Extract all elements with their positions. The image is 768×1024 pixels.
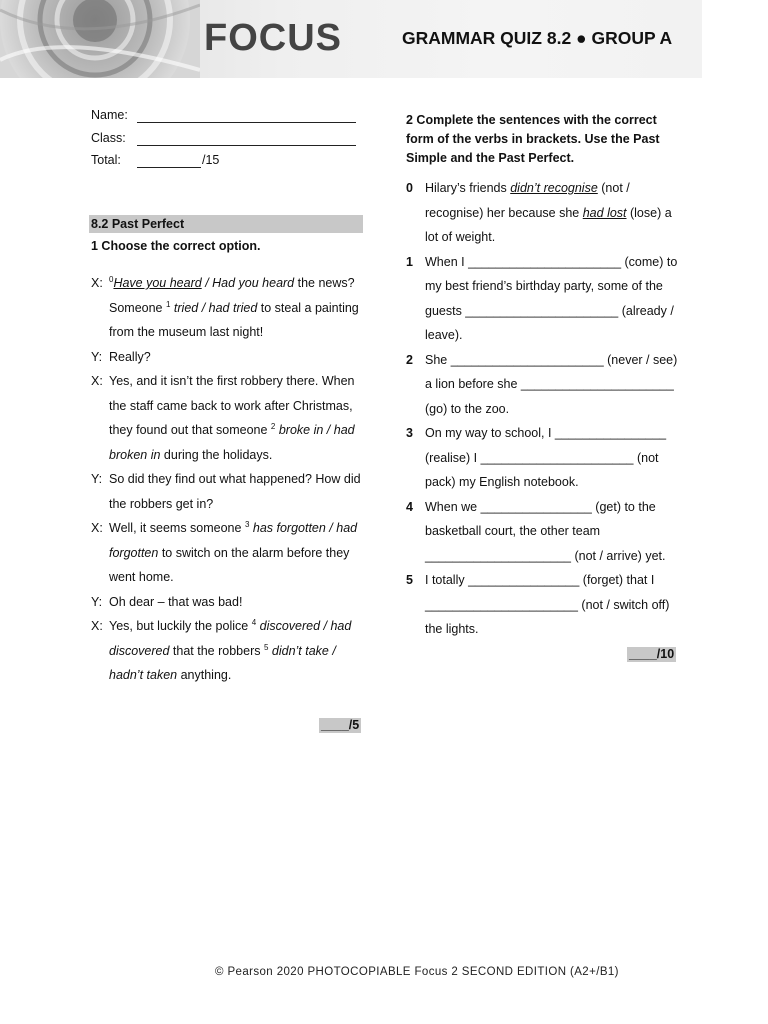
sentence-text: Oh dear – that was bad! xyxy=(109,594,243,609)
sentence-text: Well, it seems someone xyxy=(109,521,245,535)
question-number: 0 xyxy=(406,181,413,195)
example-answer: had lost xyxy=(582,205,627,220)
sentence-text: Hilary’s friends xyxy=(425,181,511,195)
question-text xyxy=(425,250,678,348)
speaker-label: X: xyxy=(91,521,103,535)
total-label: Total: xyxy=(91,153,121,167)
gap-number: 3 xyxy=(244,519,250,529)
speaker-label: X: xyxy=(91,374,103,388)
total-suffix: /15 xyxy=(202,153,220,167)
sentence-text: Really? xyxy=(109,349,151,364)
option-choice: / Had you heard xyxy=(201,276,295,290)
selected-option: Have you heard xyxy=(113,276,202,290)
dialogue-line xyxy=(91,467,363,516)
exercise1-dialogue xyxy=(91,271,363,688)
dialogue-text xyxy=(109,271,363,345)
sentence-text: Yes, and it isn’t the first robbery there. When the staff came back to work after Christmas, they found out that someone xyxy=(109,374,355,437)
sentence-text: On my way to school, I ________________ (realise) I ______________________ (not pack) my English notebook. xyxy=(425,426,667,489)
dialogue-text xyxy=(109,467,363,516)
exercise2-heading: 2 Complete the sentences with the correct form of the verbs in brackets. Use the Past Simple and the Past Perfect. xyxy=(406,113,660,165)
speaker-label: X: xyxy=(91,276,103,290)
question-item xyxy=(406,495,678,569)
speaker-label: Y: xyxy=(91,594,103,609)
sentence-text: during the holidays. xyxy=(160,447,273,462)
dialogue-text xyxy=(109,516,363,590)
student-fields xyxy=(91,108,356,176)
question-item xyxy=(406,421,678,495)
speaker-label: Y: xyxy=(91,472,103,486)
question-text xyxy=(425,495,678,569)
total-field-row xyxy=(91,153,356,176)
class-field-row xyxy=(91,131,356,154)
name-field-row xyxy=(91,108,356,131)
exercise2-score: ____/10 xyxy=(629,647,675,661)
class-field[interactable] xyxy=(137,131,356,146)
sentence-text: anything. xyxy=(177,668,232,682)
dialogue-line xyxy=(91,369,363,467)
page-footer: © Pearson 2020 PHOTOCOPIABLE Focus 2 SECOND EDITION (A2+/B1) xyxy=(215,966,619,978)
question-item xyxy=(406,176,678,250)
gap-number: 5 xyxy=(263,642,269,652)
sentence-text: I totally ________________ (forget) that I ______________________ (not / switch off) the lights. xyxy=(425,573,670,636)
section-title: 8.2 Past Perfect xyxy=(89,215,363,233)
option-choice: broke in / had broken in xyxy=(109,423,355,462)
dialogue-text xyxy=(109,614,363,688)
dialogue-line xyxy=(91,614,363,688)
gap-number: 0 xyxy=(109,274,114,284)
question-number: 2 xyxy=(406,352,413,367)
dialogue-line xyxy=(91,345,363,370)
question-number: 5 xyxy=(406,573,413,587)
sentence-text: (lose) a lot of weight. xyxy=(425,205,672,244)
quiz-title: GRAMMAR QUIZ 8.2 ● GROUP A xyxy=(402,28,673,48)
question-item xyxy=(406,250,678,348)
class-label: Class: xyxy=(91,130,126,145)
sentence-text: She ______________________ (never / see) a lion before she ______________________ (go) to the zoo. xyxy=(425,352,678,416)
question-number: 1 xyxy=(406,254,413,269)
example-answer: didn’t recognise xyxy=(510,181,598,195)
dialogue-text xyxy=(109,590,363,615)
sentence-text: the news? Someone xyxy=(109,276,355,315)
question-item xyxy=(406,568,678,642)
sentence-text: So did they find out what happened? How did the robbers get in? xyxy=(109,472,361,511)
exercise1-score: ____/5 xyxy=(321,718,360,732)
sentence-text: When I ______________________ (come) to my best friend’s birthday party, some of the guests ______________________ (already / leave). xyxy=(425,254,678,342)
name-label: Name: xyxy=(91,108,128,122)
dialogue-text xyxy=(109,345,363,370)
page-header xyxy=(0,0,702,78)
question-number: 4 xyxy=(406,499,413,514)
dialogue-line xyxy=(91,516,363,590)
gap-number: 1 xyxy=(165,299,171,309)
question-text xyxy=(425,421,678,495)
option-choice: didn’t take / hadn’t taken xyxy=(109,643,336,682)
speaker-label: Y: xyxy=(91,349,103,364)
header-swirl-graphic xyxy=(0,0,200,78)
gap-number: 4 xyxy=(251,617,257,627)
question-text xyxy=(425,568,678,642)
sentence-text: (not / recognise) her because she xyxy=(425,181,630,220)
option-choice: discovered / had discovered xyxy=(109,619,352,658)
sentence-text: that the robbers xyxy=(169,643,264,658)
speaker-label: X: xyxy=(91,619,103,633)
exercise2-list xyxy=(406,176,678,642)
dialogue-text xyxy=(109,369,363,467)
sentence-text: to switch on the alarm before they went home. xyxy=(109,545,350,584)
question-text xyxy=(425,348,678,422)
option-choice: tried / had tried xyxy=(170,300,258,315)
exercise1-heading: 1 Choose the correct option. xyxy=(91,239,261,253)
gap-number: 2 xyxy=(270,421,276,431)
question-item xyxy=(406,348,678,422)
sentence-text: Yes, but luckily the police xyxy=(109,619,252,633)
dialogue-line xyxy=(91,590,363,615)
sentence-text: When we ________________ (get) to the basketball court, the other team _____________________ (not / arrive) yet. xyxy=(425,499,666,563)
sentence-text: to steal a painting from the museum last night! xyxy=(109,300,359,339)
dialogue-line xyxy=(91,271,363,345)
focus-logo: FOCUS xyxy=(204,17,342,59)
total-field[interactable] xyxy=(137,153,201,168)
question-text xyxy=(425,176,678,250)
question-number: 3 xyxy=(406,426,413,440)
name-field[interactable] xyxy=(137,108,356,123)
option-choice: has forgotten / had forgotten xyxy=(109,521,358,560)
